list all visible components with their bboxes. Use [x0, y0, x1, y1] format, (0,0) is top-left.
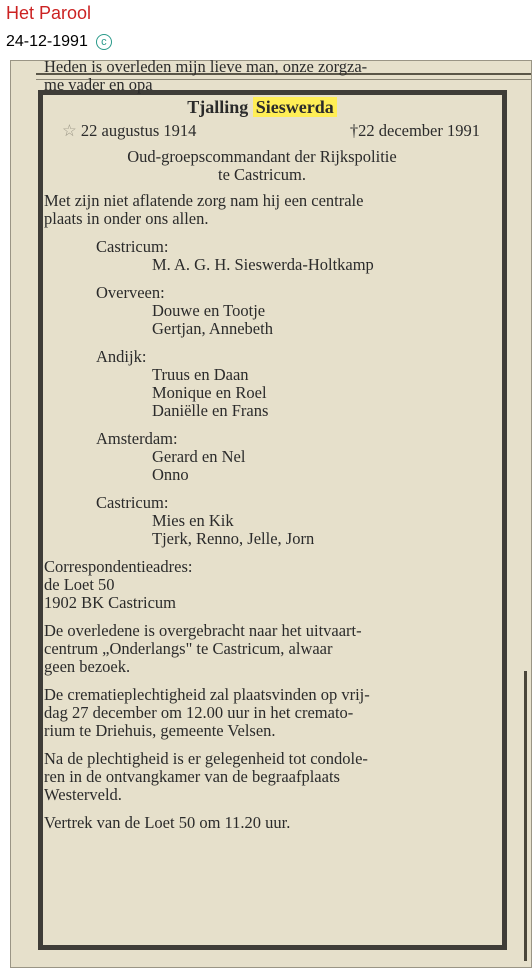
died-symbol: † [349, 121, 359, 140]
address-label: Correspondentieadres: [44, 557, 193, 576]
life-dates [44, 122, 480, 140]
cremation-line-2: dag 27 december om 12.00 uur in het cremato- [44, 703, 354, 722]
condolence-line-3: Westerveld. [44, 785, 122, 804]
family-place: Overveen: [96, 283, 165, 302]
family-member: Onno [152, 465, 189, 484]
transfer-line-1: De overledene is overgebracht naar het uitvaart- [44, 621, 362, 640]
family-place: Andijk: [96, 347, 147, 366]
publication-date-row [6, 33, 112, 51]
family-member: Truus en Daan [152, 365, 249, 384]
family-place: Castricum: [96, 493, 169, 512]
family-member: Tjerk, Renno, Jelle, Jorn [152, 529, 315, 548]
first-name: Tjalling [187, 97, 249, 117]
intro-line-1: Heden is overleden mijn lieve man, onze zorgza- [44, 57, 368, 76]
born-symbol: ☆ [62, 121, 77, 140]
family-member: Douwe en Tootje [152, 301, 266, 320]
cremation-line-3: rium te Driehuis, gemeente Velsen. [44, 721, 276, 740]
intro-line-2: me vader en opa [44, 75, 153, 94]
role-line-2: te Castricum. [218, 165, 306, 184]
family-member: Monique en Roel [152, 383, 267, 402]
transfer-line-3: geen bezoek. [44, 657, 131, 676]
family-place: Castricum: [96, 237, 169, 256]
right-column-rule [524, 671, 527, 961]
death-date-group [350, 122, 480, 140]
condolence-line-1: Na de plechtigheid is er gelegenheid tot condole- [44, 749, 368, 768]
family-member: Mies en Kik [152, 511, 234, 530]
address-line-2: 1902 BK Castricum [44, 593, 176, 612]
birth-date: 22 augustus 1914 [80, 121, 197, 140]
family-place: Amsterdam: [96, 429, 178, 448]
care-line-2: plaats in onder ons allen. [44, 209, 209, 228]
care-line-1: Met zijn niet aflatende zorg nam hij een centrale [44, 191, 364, 210]
departure-line: Vertrek van de Loet 50 om 11.20 uur. [44, 813, 291, 832]
family-member: Gertjan, Annebeth [152, 319, 273, 338]
copyright-icon[interactable]: c [96, 34, 112, 50]
family-member: M. A. G. H. Sieswerda-Holtkamp [152, 255, 374, 274]
family-member: Daniëlle en Frans [152, 401, 269, 420]
death-date: 22 december 1991 [358, 121, 480, 140]
deceased-name [44, 98, 480, 116]
role-line-1: Oud-groepscommandant der Rijkspolitie [127, 147, 397, 166]
last-name-highlight: Sieswerda [253, 97, 337, 117]
birth-date-group [62, 122, 196, 140]
cremation-line-1: De crematieplechtigheid zal plaatsvinden op vrij- [44, 685, 370, 704]
condolence-line-2: ren in de ontvangkamer van de begraafplaats [44, 767, 340, 786]
address-line-1: de Loet 50 [44, 575, 115, 594]
publication-date: 24-12-1991 [6, 33, 88, 50]
newspaper-name: Het Parool [6, 3, 92, 23]
notice-text [44, 58, 480, 832]
family-member: Gerard en Nel [152, 447, 246, 466]
transfer-line-2: centrum „Onderlangs" te Castricum, alwaar [44, 639, 333, 658]
